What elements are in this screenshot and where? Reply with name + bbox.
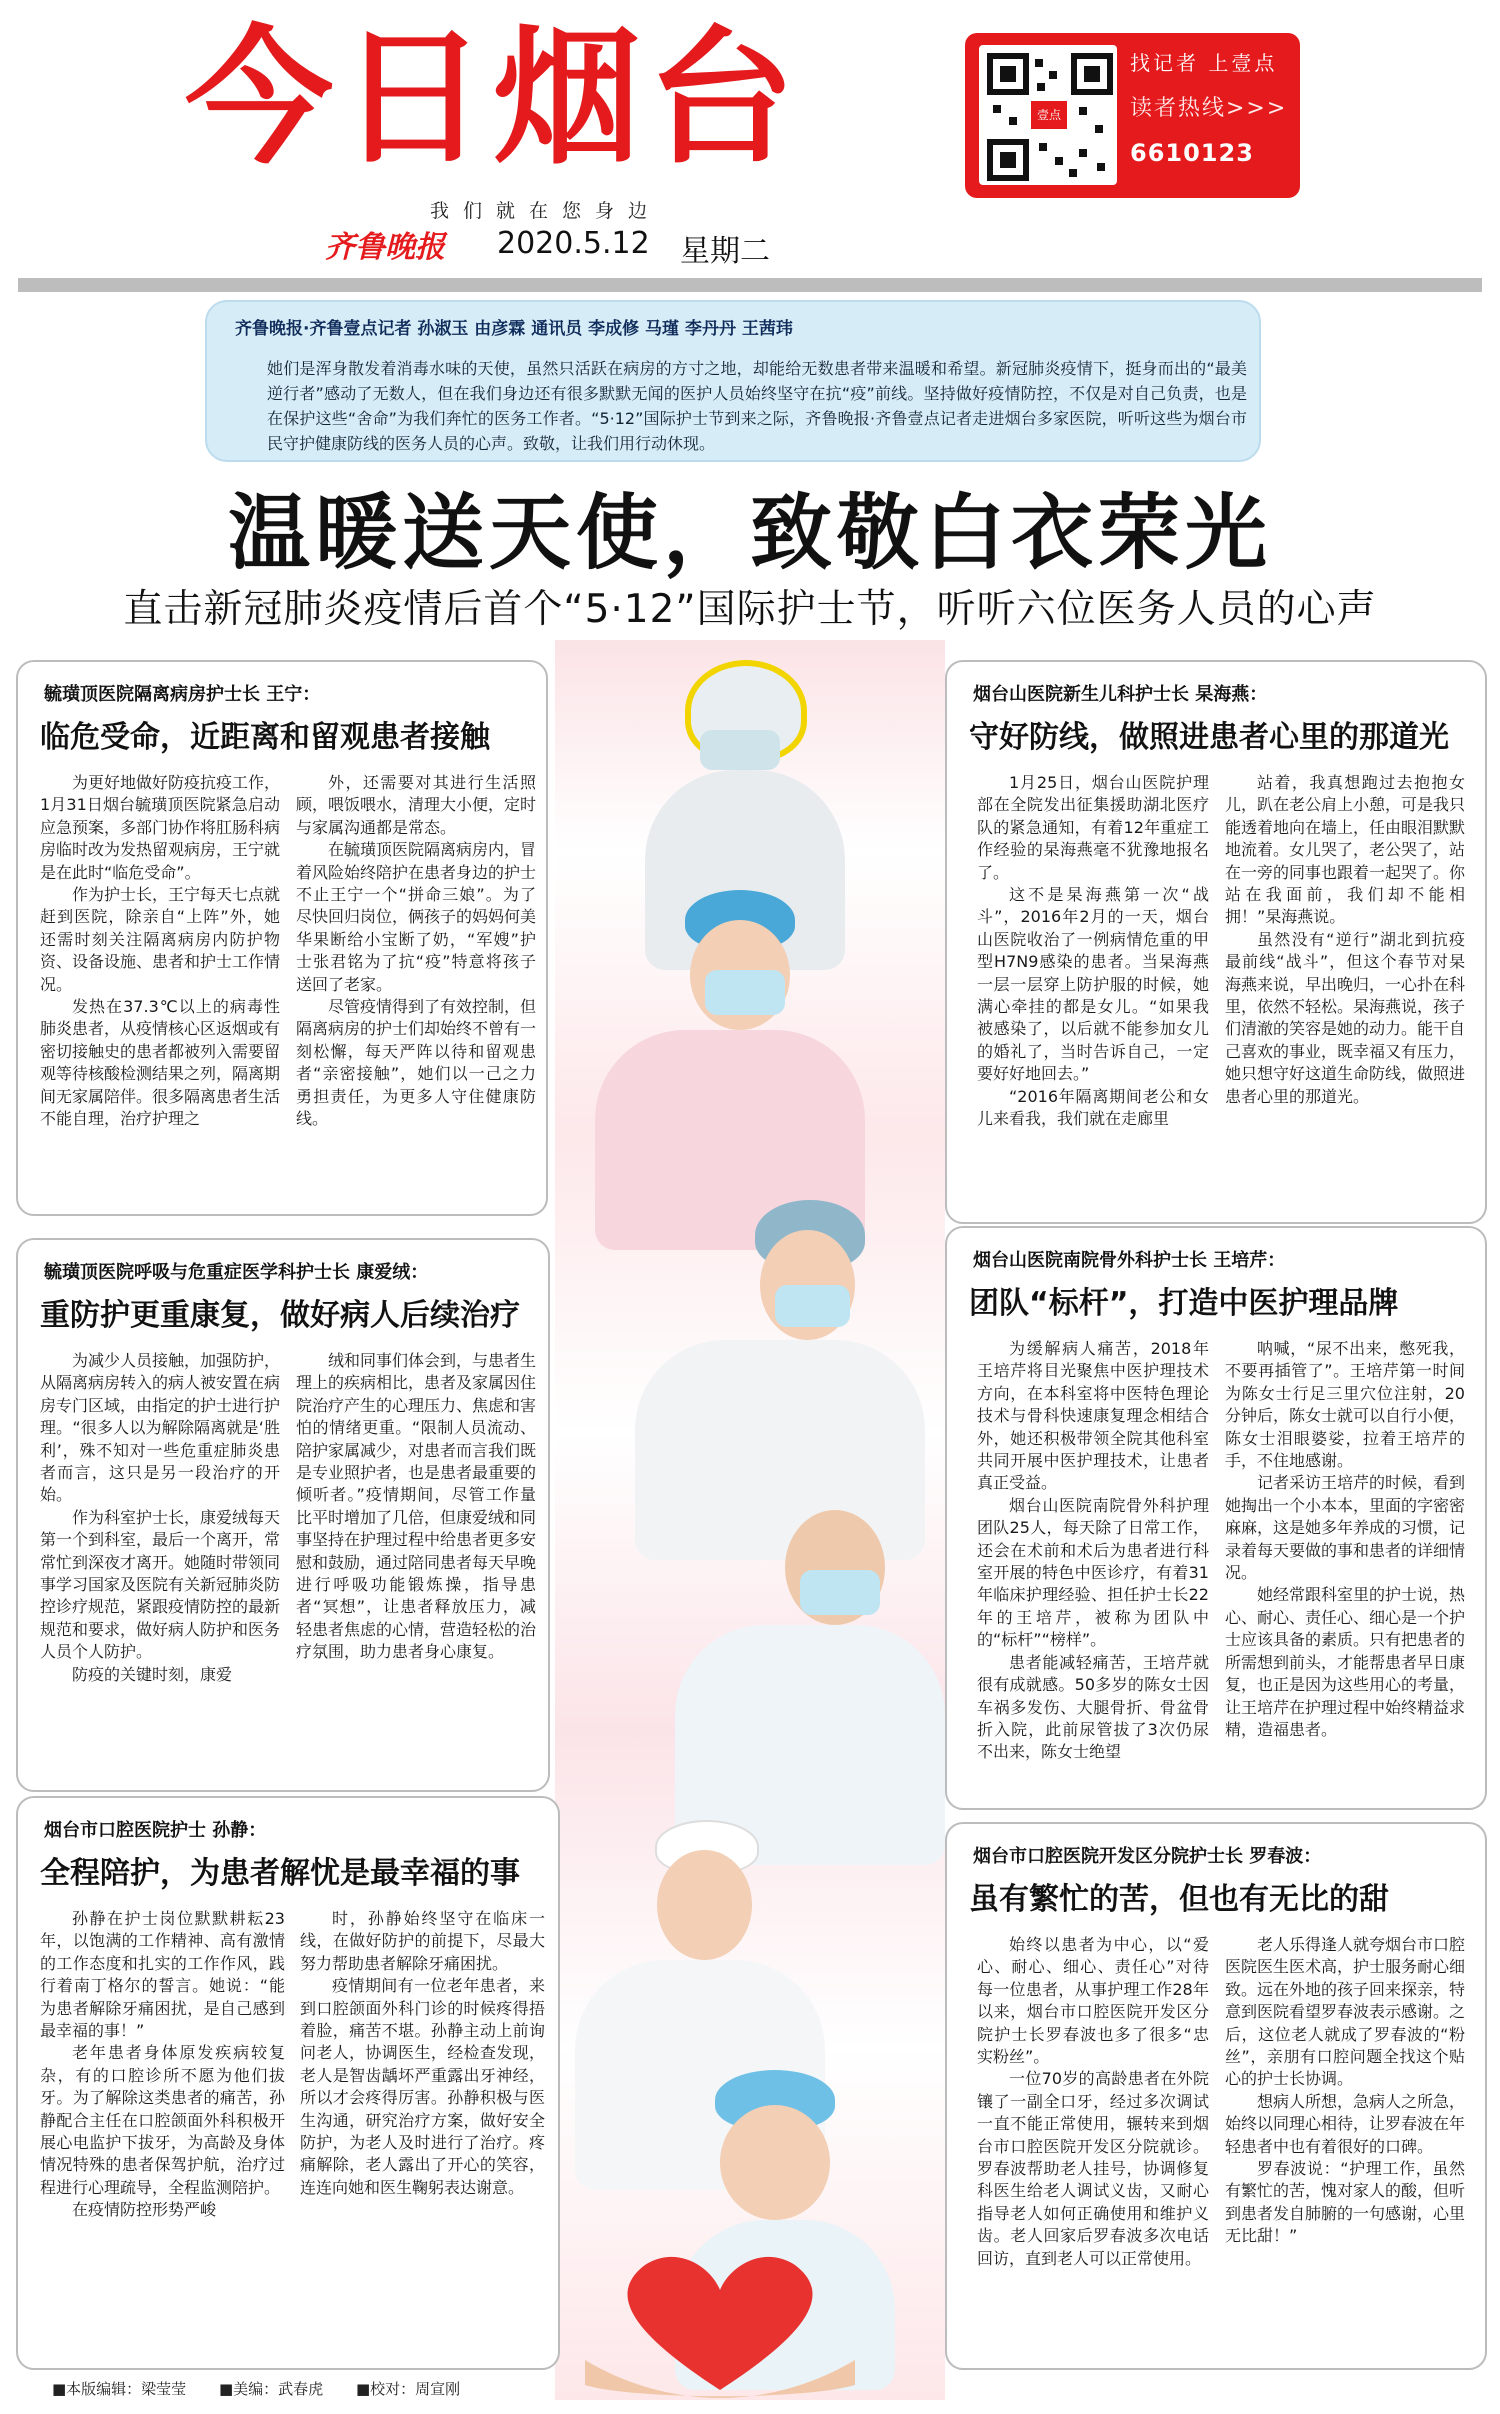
issue-weekday: 星期二 — [680, 234, 770, 269]
story-gao-haiyan — [945, 660, 1487, 1224]
story-column-2: 时，孙静始终坚守在临床一线，在做好防护的前提下，尽最大努力帮助患者解除牙痛困扰。 疫情期间有一位老年患者，来到口腔颌面外科门诊的时候疼得捂着脸，痛苦不堪。孙静主动上前询问老人，协调医生，经检查发现，老人是智齿龋坏严重露出牙神经，所以才会疼得厉害。孙静积极与医生沟通，研究治疗方案，做好安全防护，为老人及时进行了治疗。疼痛解除，老人露出了开心的笑容，连连向她和医生鞠躬表达谢意。 — [300, 1909, 545, 2197]
story-kicker: 毓璜顶医院呼吸与危重症医学科护士长 康爱绒： — [44, 1262, 429, 1283]
story-column-1: 1月25日，烟台山医院护理部在全院发出征集援助湖北医疗队的紧急通知，有着12年重症工作经验的杲海燕毫不犹豫地报名了。 这不是杲海燕第一次“战斗”，2016年2月的一天，烟台山医院收治了一例病情危重的甲型H7N9感染的患者。当杲海燕一层一层穿上防护服的时候，她满心牵挂的都是女儿。“如果我被感染了，以后就不能参加女儿的婚礼了，当时告诉自己，一定要好好地回去。” “2016年隔离期间老公和女儿来看我，我们就在走廊里 — [977, 773, 1209, 1129]
sub-headline: 直击新冠肺炎疫情后首个“5·12”国际护士节，听听六位医务人员的心声 — [123, 587, 1377, 632]
nurses-photo-collage — [555, 640, 945, 2400]
story-column-1: 为减少人员接触，加强防护，从隔离病房转入的病人被安置在病房专门区域，由指定的护士进行护理。“很多人以为解除隔离就是‘胜利’，殊不知对一些危重症肺炎患者而言，这只是另一段治疗的开始。 作为科室护士长，康爱绒每天第一个到科室，最后一个离开，常常忙到深夜才离开。她随时带领同事学习国家及医院有关新冠肺炎防控诊疗规范，紧跟疫情防控的最新规范和要求，做好病人防护和医务人员个人防护。 防疫的关键时刻，康爱 — [40, 1351, 280, 1684]
story-luo-chunbo — [945, 1822, 1487, 2370]
intro-text: 她们是浑身散发着消毒水味的天使，虽然只活跃在病房的方寸之地，却能给无数患者带来温暖和希望。新冠肺炎疫情下，挺身而出的“最美逆行者”感动了无数人，但在我们身边还有很多默默无闻的医护人员始终坚守在抗“疫”前线。坚持做好疫情防控，不仅是对自己负责，也是在保护这些“舍命”为我们奔忙的医务工作者。“5·12”国际护士节到来之际，齐鲁晚报·齐鲁壹点记者走进烟台多家医院，听听这些为烟台市民守护健康防线的医务人员的心声。致敬，让我们用行动休现。 — [267, 359, 1247, 453]
story-wang-ning — [16, 660, 548, 1216]
story-title: 全程陪护，为患者解忧是最幸福的事 — [40, 1856, 520, 1891]
story-title: 团队“标杆”，打造中医护理品牌 — [969, 1286, 1399, 1321]
byline: 齐鲁晚报·齐鲁壹点记者 孙淑玉 由彦霖 通讯员 李成修 马瑾 李丹丹 王茜玮 — [235, 319, 793, 339]
intro-box — [205, 300, 1261, 462]
story-kicker: 烟台市口腔医院开发区分院护士长 罗春波： — [973, 1846, 1322, 1867]
story-wang-peiqin — [945, 1226, 1487, 1810]
story-column-2: 老人乐得逢人就夸烟台市口腔医院医生医术高，护士服务耐心细致。远在外地的孩子回来探亲，特意到医院看望罗春波表示感谢。之后，这位老人就成了罗春波的“粉丝”，亲朋有口腔问题全找这个贴心的护士长协调。 想病人所想，急病人之所急，始终以同理心相待，让罗春波在年轻患者中也有着很好的口碑。 罗春波说：“护理工作，虽然有繁忙的苦，愧对家人的酸，但听到患者发自肺腑的一句感谢，心里无比甜！” — [1225, 1935, 1465, 2246]
story-kang-airong — [16, 1238, 550, 1792]
heart-in-hands-icon — [575, 2240, 865, 2400]
paper-logo: 齐鲁晚报 — [325, 230, 445, 265]
story-column-2: 站着，我真想跑过去抱抱女儿，趴在老公肩上小憩，可是我只能透着地向在墙上，任由眼泪默默地流着。女儿哭了，老公哭了，站在一旁的同事也跟着一起哭了。你站在我面前，我们却不能相拥！”杲海燕说。 虽然没有“逆行”湖北到抗疫最前线“战斗”，但这个春节对杲海燕来说，早出晚归，一心扑在科里，依然不轻松。杲海燕说，孩子们清澈的笑容是她的动力。能干自己喜欢的事业，既幸福又有压力，她只想守好这道生命防线，做照进患者心里的那道光。 — [1225, 773, 1465, 1106]
story-sun-jing — [16, 1796, 560, 2370]
masthead-divider — [18, 278, 1482, 292]
story-column-2: 外，还需要对其进行生活照顾，喂饭喂水，清理大小便，定时与家属沟通都是常态。 在毓璜顶医院隔离病房内，冒着风险始终陪护在患者身边的护士不止王宁一个“拼命三娘”。为了尽快回归岗位，俩孩子的妈妈何美华果断给小宝断了奶，“军嫂”护士张君铭为了抗“疫”特意将孩子送回了老家。 尽管疫情得到了有效控制，但隔离病房的护士们却始终不曾有一刻松懈，每天严阵以待和留观患者“亲密接触”，她们以一己之力勇担责任，为更多人守住健康防线。 — [296, 773, 536, 1129]
hotline-number: 6610123 — [1130, 139, 1254, 167]
hotline-label: 读者热线>>> — [1130, 96, 1288, 121]
story-title: 虽有繁忙的苦，但也有无比的甜 — [969, 1882, 1389, 1917]
story-title: 重防护更重康复，做好病人后续治疗 — [40, 1298, 520, 1333]
credit-proofreader: ■校对：周宣刚 — [355, 2380, 461, 2398]
story-kicker: 毓璜顶医院隔离病房护士长 王宁： — [44, 684, 321, 705]
story-column-2: 呐喊，“尿不出来，憋死我，不要再插管了”。王培芹第一时间为陈女士行足三里穴位注射，20分钟后，陈女士就可以自行小便，陈女士泪眼婆娑，拉着王培芹的手，不住地感谢。 记者采访王培芹的时候，看到她掏出一个小本本，里面的字密密麻麻，这是她多年养成的习惯，记录着每天要做的事和患者的详细情况。 她经常跟科室里的护士说，热心、耐心、责任心、细心是一个护士应该具备的素质。只有把患者的所需想到前头，才能帮患者早日康复，也正是因为这些用心的考量，让王培芹在护理过程中始终精益求精，造福患者。 — [1225, 1339, 1465, 1739]
qr-code-icon[interactable] — [979, 45, 1117, 185]
story-kicker: 烟台市口腔医院护士 孙静： — [44, 1820, 267, 1841]
story-kicker: 烟台山医院南院骨外科护士长 王培芹： — [973, 1250, 1286, 1271]
reader-hotline-box — [965, 33, 1300, 198]
credits-footer — [52, 2378, 488, 2399]
issue-date: 2020.5.12 — [497, 226, 650, 261]
story-title: 守好防线，做照进患者心里的那道光 — [969, 720, 1449, 755]
masthead-title: 今日烟台 — [185, 12, 801, 184]
masthead-slogan: 我们就在您身边 — [430, 200, 662, 222]
story-column-2: 绒和同事们体会到，与患者生理上的疾病相比，患者及家属因住院治疗产生的心理压力、焦虑和害怕的情绪更重。“限制人员流动、陪护家属减少，对患者而言我们既是专业照护者，也是患者最重要的倾听者。”疫情期间，尽管工作量比平时增加了几倍，但康爱绒和同事坚持在护理过程中给患者更多安慰和鼓励，通过陪同患者每天早晚进行呼吸功能锻炼操，指导患者“冥想”，让患者释放压力，减轻患者焦虑的心情，营造轻松的治疗氛围，助力患者身心康复。 — [296, 1351, 536, 1662]
story-title: 临危受命，近距离和留观患者接触 — [40, 720, 490, 755]
credit-editor: ■本版编辑：梁莹莹 — [52, 2380, 187, 2398]
story-column-1: 孙静在护士岗位默默耕耘23年，以饱满的工作精神、高有激情的工作态度和扎实的工作作风，践行着南丁格尔的誓言。她说：“能为患者解除牙痛困扰，是自己感到最幸福的事！” 老年患者身体原发疾病较复杂，有的口腔诊所不愿为他们拔牙。为了解除这类患者的痛苦，孙静配合主任在口腔颌面外科积极开展心电监护下拔牙，为高龄及身体情况特殊的患者保驾护航，治疗过程进行心理疏导，全程监测陪护。 在疫情防控形势严峻 — [40, 1909, 285, 2220]
credit-designer: ■美编：武春虎 — [218, 2380, 324, 2398]
qr-center-label: 壹点 — [1031, 101, 1067, 129]
story-kicker: 烟台山医院新生儿科护士长 杲海燕： — [973, 684, 1268, 705]
story-column-1: 始终以患者为中心，以“爱心、耐心、细心、责任心”对待每一位患者，从事护理工作28年以来，烟台市口腔医院开发区分院护士长罗春波也多了很多“忠实粉丝”。 一位70岁的高龄患者在外院镶了一副全口牙，经过多次调试一直不能正常使用，辗转来到烟台市口腔医院开发区分院就诊。罗春波帮助老人挂号，协调修复科医生给老人调试义齿，又耐心指导老人如何正确使用和维护义齿。老人回家后罗春波多次电话回访，直到老人可以正常使用。 — [977, 1935, 1209, 2268]
main-headline: 温暖送天使，致敬白衣荣光 — [227, 485, 1272, 581]
story-column-1: 为缓解病人痛苦，2018年王培芹将目光聚焦中医护理技术方向，在本科室将中医特色理论技术与骨科快速康复理念相结合外，她还积极带领全院其他科室共同开展中医护理技术，让患者真正受益。 烟台山医院南院骨外科护理团队25人，每天除了日常工作，还会在术前和术后为患者进行科室开展的特色中医诊疗，有着31年临床护理经验、担任护士长22年的王培芹，被称为团队中的“标杆”“榜样”。 患者能减轻痛苦，王培芹就很有成就感。50多岁的陈女士因车祸多发伤、大腿骨折、骨盆骨折入院，此前尿管拔了3次仍尿不出来，陈女士绝望 — [977, 1339, 1209, 1762]
story-column-1: 为更好地做好防疫抗疫工作，1月31日烟台毓璜顶医院紧急启动应急预案，多部门协作将肛肠科病房临时改为发热留观病房，王宁就是在此时“临危受命”。 作为护士长，王宁每天七点就赶到医院，除亲自“上阵”外，她还需时刻关注隔离病房内防护物资、设备设施、患者和护士工作情况。 发热在37.3℃以上的病毒性肺炎患者，从疫情核心区返烟或有密切接触史的患者都被列入需要留观等待核酸检测结果之列，隔离期间无家属陪伴。很多隔离患者生活不能自理，治疗护理之 — [40, 773, 280, 1129]
hotline-tag: 找记者 上壹点 — [1130, 51, 1278, 75]
